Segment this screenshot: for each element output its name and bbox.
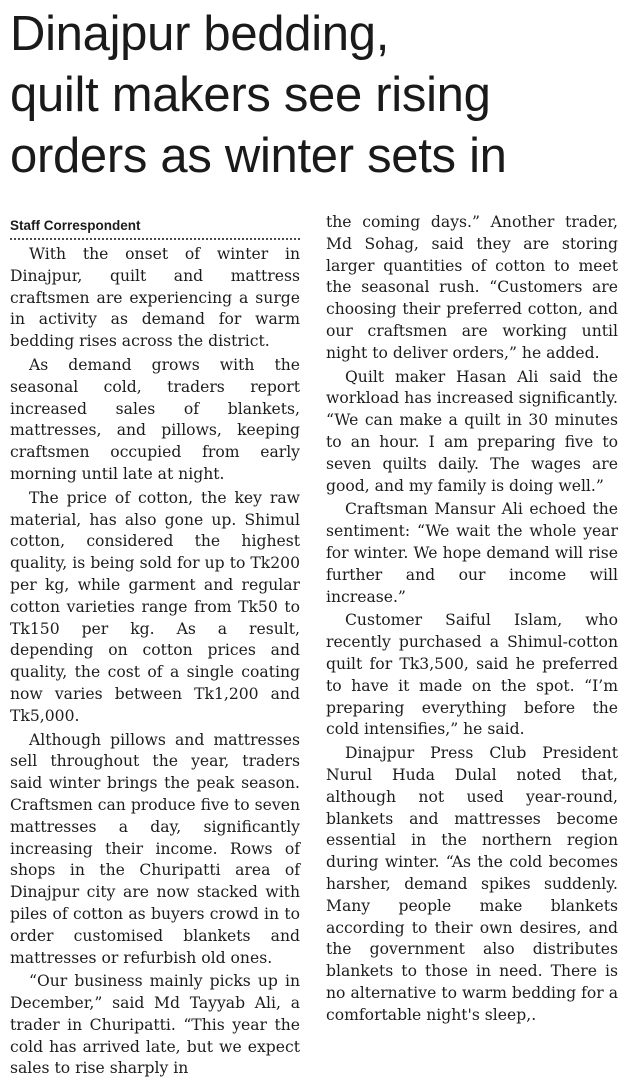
paragraph: Craftsman Mansur Ali echoed the sentiment: “We wait the whole year for winter. We hope demand will rise further and our income will increase.” [326,500,618,606]
headline [10,4,626,187]
headline-line-2: quilt makers see rising [10,68,491,122]
paragraph: Quilt maker Hasan Ali said the workload has increased significantly. “We can make a quilt in 30 minutes to an hour. I am preparing five to seven quilts daily. The wages are good, and my family is doing well.” [326,367,618,495]
headline-line-3: orders as winter sets in [10,129,507,183]
paragraph: Although pillows and mattresses sell throughout the year, traders said winter brings the peak season. Craftsmen can produce five to seven mattresses a day, significantly increasing their income. Rows of shops in the Churipatti area of Dinajpur city are now stacked with piles of cotton as buyers crowd in to order customised blankets and mattresses or refurbish old ones. [10,730,300,967]
paragraph: “Our business mainly picks up in December,” said Md Tayyab Ali, a trader in Churipatti. “This year the cold has arrived late, but we expect sales to rise sharply in [10,972,300,1078]
right-column [326,212,618,1028]
headline-line-1: Dinajpur bedding, [10,7,390,61]
byline: Staff Correspondent [10,218,300,240]
paragraph: Dinajpur Press Club President Nurul Huda Dulal noted that, although not used year-round, blankets and mattresses become essential in the northern region during winter. “As the cold becomes harsher, demand spikes suddenly. Many people make blankets according to their own desires, and the government also distributes blankets to those in need. There is no alternative to warm bedding for a comfortable night's sleep,. [326,744,618,1024]
paragraph: As demand grows with the seasonal cold, traders report increased sales of blankets, mattresses, and pillows, keeping craftsmen occupied from early morning until late at night. [10,355,300,483]
paragraph-continuation: the coming days.” Another trader, Md Sohag, said they are storing larger quantities of cotton to meet the seasonal rush. “Customers are choosing their preferred cotton, and our craftsmen are working until night to deliver orders,” he added. [326,213,618,362]
paragraph: The price of cotton, the key raw material, has also gone up. Shimul cotton, considered the highest quality, is being sold for up to Tk200 per kg, while garment and regular cotton varieties range from Tk50 to Tk150 per kg. As a result, depending on cotton prices and quality, the cost of a single coating now varies between Tk1,200 and Tk5,000. [10,488,300,725]
left-column [10,218,300,1082]
paragraph: Customer Saiful Islam, who recently purchased a Shimul-cotton quilt for Tk3,500, said he preferred to have it made on the spot. “I’m preparing everything before the cold intensifies,” he said. [326,611,618,739]
paragraph: With the onset of winter in Dinajpur, quilt and mattress craftsmen are experiencing a surge in activity as demand for warm bedding rises across the district. [10,245,300,351]
